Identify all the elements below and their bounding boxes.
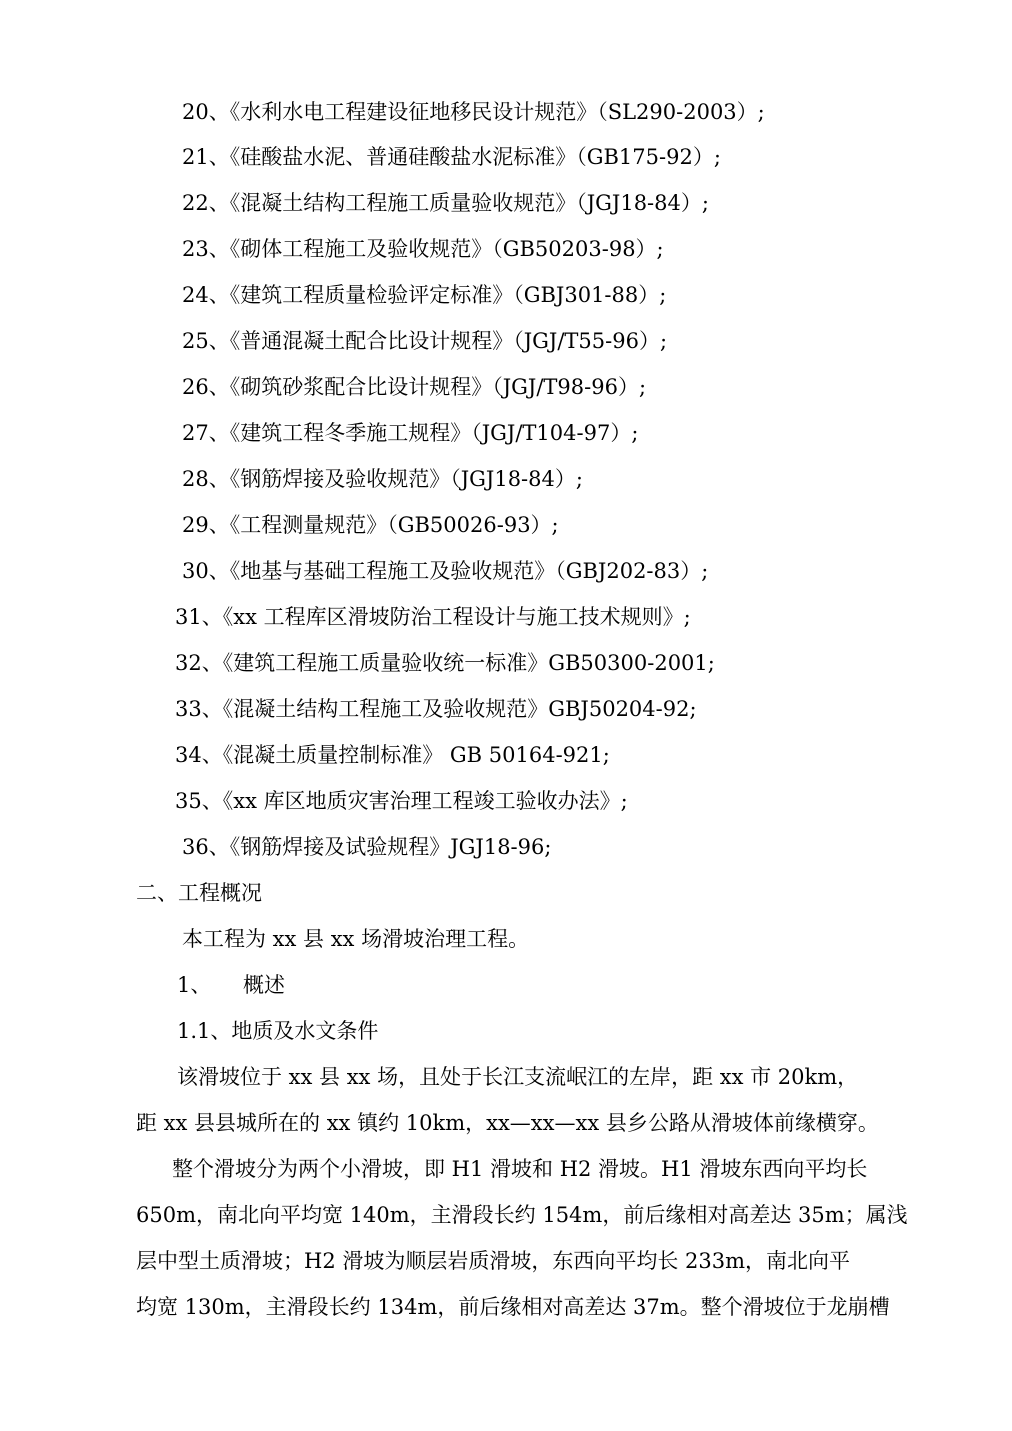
- reference-item-36: 36、《钢筋焊接及试验规程》JGJ18-96;: [182, 835, 552, 859]
- paragraph-line: 层中型土质滑坡；H2 滑坡为顺层岩质滑坡，东西向平均长 233m，南北向平: [136, 1249, 851, 1273]
- reference-item-30: 30、《地基与基础工程施工及验收规范》（GBJ202-83）;: [182, 559, 709, 583]
- reference-item-33: 33、《混凝土结构工程施工及验收规范》GBJ50204-92;: [175, 697, 697, 721]
- reference-item-26: 26、《砌筑砂浆配合比设计规程》（JGJ/T98-96）;: [182, 375, 647, 399]
- paragraph-line: 该滑坡位于 xx 县 xx 场，且处于长江支流岷江的左岸，距 xx 市 20km，: [177, 1065, 859, 1089]
- reference-item-21: 21、《硅酸盐水泥、普通硅酸盐水泥标准》（GB175-92）;: [182, 145, 721, 169]
- reference-item-28: 28、《钢筋焊接及验收规范》（JGJ18-84）;: [182, 467, 583, 491]
- reference-item-24: 24、《建筑工程质量检验评定标准》（GBJ301-88）;: [182, 283, 667, 307]
- subsection-heading: [177, 971, 285, 999]
- subsection-number: 1、: [177, 973, 212, 997]
- reference-item-31: 31、《xx 工程库区滑坡防治工程设计与施工技术规则》;: [175, 605, 691, 629]
- reference-item-25: 25、《普通混凝土配合比设计规程》（JGJ/T55-96）;: [182, 329, 668, 353]
- paragraph-line: 距 xx 县县城所在的 xx 镇约 10km，xx—xx—xx 县乡公路从滑坡体前缘横穿。: [136, 1111, 879, 1135]
- intro-paragraph: 本工程为 xx 县 xx 场滑坡治理工程。: [182, 927, 530, 951]
- section-heading: 二、工程概况: [136, 881, 262, 905]
- paragraph-line: 均宽 130m，主滑段长约 134m，前后缘相对高差达 37m。整个滑坡位于龙崩槽: [136, 1295, 890, 1319]
- paragraph-line: 650m，南北向平均宽 140m，主滑段长约 154m，前后缘相对高差达 35m；属浅: [136, 1203, 908, 1227]
- reference-item-29: 29、《工程测量规范》（GB50026-93）;: [182, 513, 559, 537]
- reference-item-23: 23、《砌体工程施工及验收规范》（GB50203-98）;: [182, 237, 664, 261]
- paragraph-line: 整个滑坡分为两个小滑坡，即 H1 滑坡和 H2 滑坡。H1 滑坡东西向平均长: [172, 1157, 868, 1181]
- reference-item-32: 32、《建筑工程施工质量验收统一标准》GB50300-2001;: [175, 651, 715, 675]
- reference-item-34: 34、《混凝土质量控制标准》 GB 50164-921;: [175, 743, 610, 767]
- subsection-title: 概述: [243, 973, 285, 997]
- subsubsection-heading: 1.1、地质及水文条件: [177, 1019, 379, 1043]
- reference-item-27: 27、《建筑工程冬季施工规程》（JGJ/T104-97）;: [182, 421, 639, 445]
- reference-item-35: 35、《xx 库区地质灾害治理工程竣工验收办法》;: [175, 789, 628, 813]
- reference-item-22: 22、《混凝土结构工程施工质量验收规范》（JGJ18-84）;: [182, 191, 709, 215]
- reference-item-20: 20、《水利水电工程建设征地移民设计规范》（SL290-2003）;: [182, 100, 765, 124]
